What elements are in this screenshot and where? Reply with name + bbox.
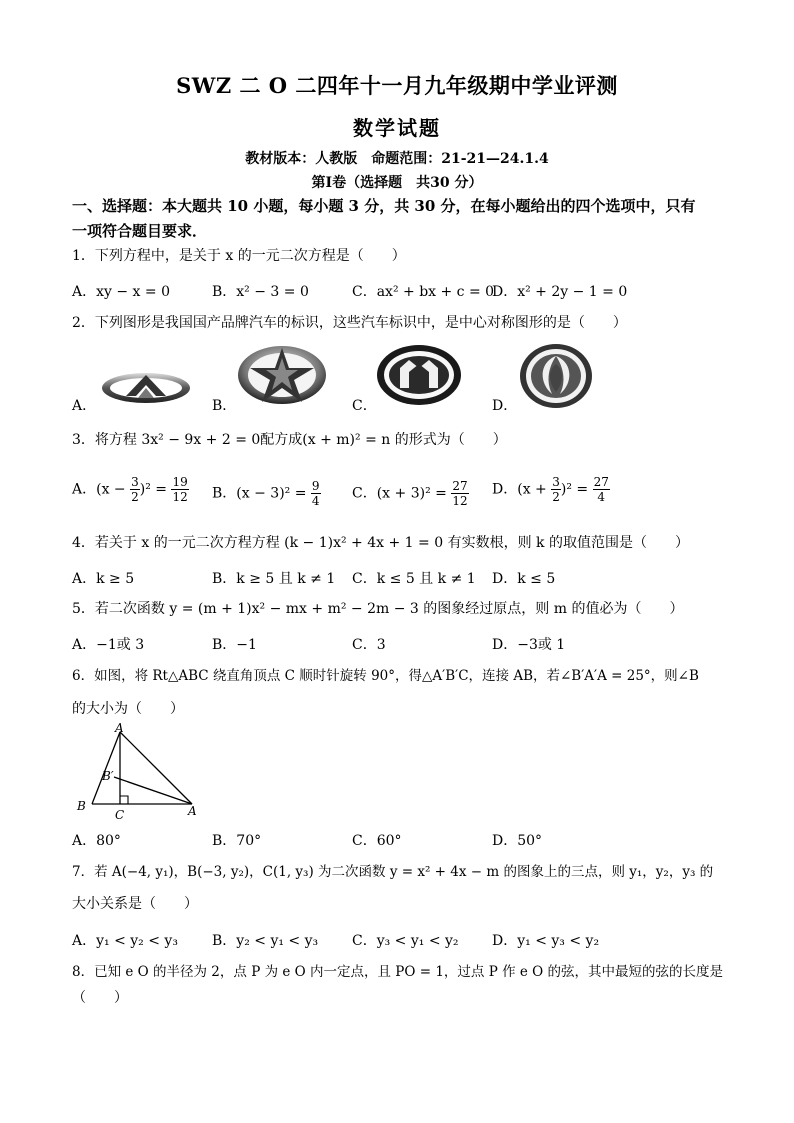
q8-stem-line1: 8．已知 e O 的半径为 2，点 P 为 e O 内一定点，且 PO = 1，过点 P 作 e O 的弦，其中最短的弦的长度是 xyxy=(72,964,724,980)
great-wall-logo-icon xyxy=(376,344,462,406)
q1-option-c: C．ax² + bx + c = 0 xyxy=(352,284,495,300)
q7-option-b: B．y₂ < y₁ < y₃ xyxy=(212,933,319,949)
q1-stem: 1．下列方程中，是关于 x 的一元二次方程是（ ） xyxy=(72,248,406,264)
q3-stem: 3．将方程 3x² − 9x + 2 = 0配方成(x + m)² = n 的形式为（ ） xyxy=(72,432,507,448)
q1-option-a: A．xy − x = 0 xyxy=(72,284,170,300)
exam-subject: 数学试题 xyxy=(353,116,441,140)
q1-option-b: B．x² − 3 = 0 xyxy=(212,284,309,300)
q5-options xyxy=(72,634,732,662)
q8-stem-line2: （ ） xyxy=(72,990,128,1006)
fig-label-a-top: A xyxy=(115,722,124,735)
exam-title: SWZ 二 O 二四年十一月九年级期中学业评测 xyxy=(176,73,618,98)
q6-option-d: D．50° xyxy=(492,833,543,849)
chery-logo-icon xyxy=(100,370,192,406)
q2-option-d: D． xyxy=(492,398,518,414)
q3-options xyxy=(72,475,732,515)
q3-option-c: C．(x + 3)² = $\frac{27}{12}$ xyxy=(352,479,468,508)
q2-stem: 2．下列图形是我国国产品牌汽车的标识，这些汽车标识中，是中心对称图形的是（ ） xyxy=(72,315,627,331)
q6-option-c: C．60° xyxy=(352,833,402,849)
q6-option-b: B．70° xyxy=(212,833,262,849)
q2-option-a: A． xyxy=(72,398,97,414)
q1-option-d: D．x² + 2y − 1 = 0 xyxy=(492,284,628,300)
q6-options xyxy=(72,830,732,858)
q4-option-a: A．k ≥ 5 xyxy=(72,571,135,587)
q4-option-b: B．k ≥ 5 且 k ≠ 1 xyxy=(212,571,336,587)
fig-label-b-prime: B′ xyxy=(102,769,114,783)
q3-option-b: B．(x − 3)² = $\frac{9}{4}$ xyxy=(212,479,320,508)
q4-options xyxy=(72,568,732,596)
q2-option-b: B． xyxy=(212,398,237,414)
q6-option-a: A．80° xyxy=(72,833,121,849)
fig-segment xyxy=(92,732,120,804)
q3-option-a: A．(x − $\frac{3}{2}$ )² = $\frac{19}{12}$ xyxy=(72,475,188,504)
section-heading-line1: 一、选择题：本大题共 10 小题，每小题 3 分，共 30 分，在每小题给出的四个选项中，只有 xyxy=(72,197,696,215)
part-heading: 第Ⅰ卷（选择题 共30 分） xyxy=(311,175,483,191)
q7-stem-line1: 7．若 A(−4, y₁)，B(−3, y₂)，C(1, y₃) 为二次函数 y = x² + 4x − m 的图象上的三点，则 y₁，y₂，y₃ 的 xyxy=(72,864,714,880)
q3-option-d: D．(x + $\frac{3}{2}$ )² = $\frac{27}{4}$ xyxy=(492,475,609,504)
section-heading-line2: 一项符合题目要求． xyxy=(72,222,208,240)
q2-option-c: C． xyxy=(352,398,377,414)
q7-stem-line2: 大小关系是（ ） xyxy=(72,896,198,912)
fig-segment xyxy=(114,777,192,804)
fig-label-c: C xyxy=(115,808,125,822)
q4-option-d: D．k ≤ 5 xyxy=(492,571,556,587)
fig-label-b: B xyxy=(77,799,86,813)
q6-stem-line2: 的大小为（ ） xyxy=(72,701,184,717)
q5-stem: 5．若二次函数 y = (m + 1)x² − mx + m² − 2m − 3 的图象经过原点，则 m 的值必为（ ） xyxy=(72,601,684,617)
q7-option-c: C．y₃ < y₁ < y₂ xyxy=(352,933,459,949)
q7-options xyxy=(72,930,732,958)
right-angle-mark xyxy=(120,796,128,804)
fig-segment xyxy=(120,732,192,804)
dongfeng-logo-icon xyxy=(518,342,594,410)
q6-stem-line1: 6．如图，将 Rt△ABC 绕直角顶点 C 顺时针旋转 90°，得△A′B′C，连接 AB，若∠B′A′A = 25°，则∠B xyxy=(72,668,699,684)
q2-options xyxy=(72,340,732,415)
q7-option-a: A．y₁ < y₂ < y₃ xyxy=(72,933,178,949)
q4-stem: 4．若关于 x 的一元二次方程方程 (k − 1)x² + 4x + 1 = 0 有实数根，则 k 的取值范围是（ ） xyxy=(72,535,689,551)
q5-option-c: C．3 xyxy=(352,637,386,653)
fig-label-a-right: A xyxy=(188,804,197,818)
q7-option-d: D．y₁ < y₃ < y₂ xyxy=(492,933,600,949)
q1-options xyxy=(72,281,732,309)
q5-option-d: D．−3或 1 xyxy=(492,637,566,653)
q5-option-b: B．−1 xyxy=(212,637,257,653)
q6-triangle-figure xyxy=(72,722,202,822)
q4-option-c: C．k ≤ 5 且 k ≠ 1 xyxy=(352,571,476,587)
jac-logo-icon xyxy=(236,344,328,406)
q5-option-a: A．−1或 3 xyxy=(72,637,145,653)
exam-meta: 教材版本：人教版 命题范围：21-21—24.1.4 xyxy=(245,151,549,167)
